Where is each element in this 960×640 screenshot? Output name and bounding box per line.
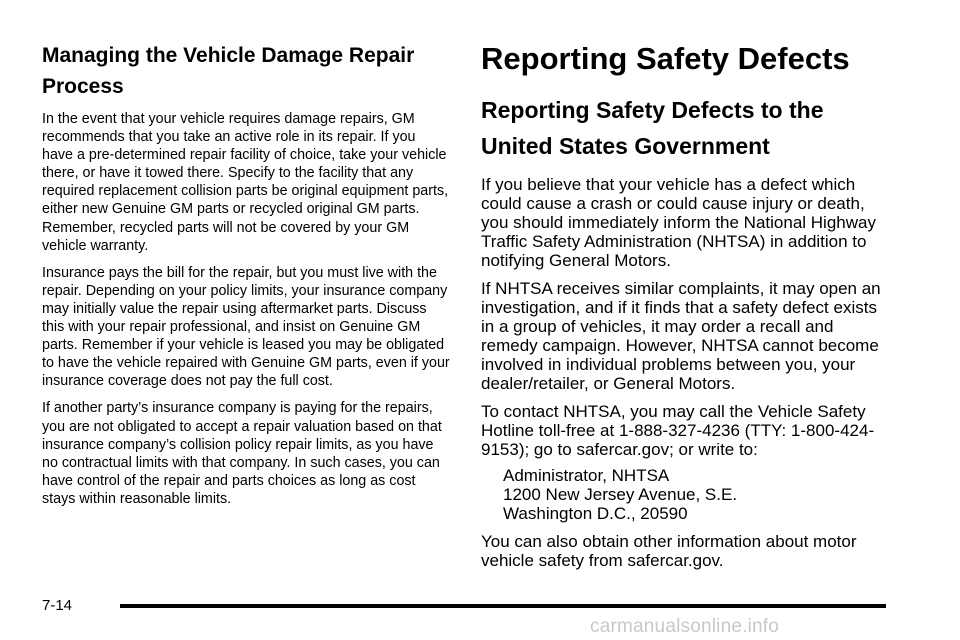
paragraph-safety-closing: You can also obtain other information about motor vehicle safety from safercar.gov. — [481, 532, 857, 570]
footer-divider — [120, 604, 886, 608]
page-number: 7-14 — [42, 597, 73, 614]
paragraph-damage-repair-1: In the event that your vehicle requires damage repairs, GM recommends that you take an active role in its repair. If you have a pre-determined repair facility of choice, take your vehicle there, or have it towed there. Specify to the facility that any required replacement collision parts be original equipment parts, either new Genuine GM parts or recycled original GM parts. Remember, recycled parts will not be covered by your GM vehicle warranty. — [42, 111, 449, 254]
paragraph-damage-repair-2: Insurance pays the bill for the repair, but you must live with the repair. Depending on your policy limits, your insurance company may initially value the repair using aftermarket parts. Discuss this with your repair professional, and insist on Genuine GM parts. Remember if your vehicle is leased you may be obligated to have the vehicle repaired with Genuine GM parts, even if your insurance coverage does not pay the full cost. — [42, 264, 450, 390]
page-title: Reporting Safety Defects — [481, 41, 850, 76]
address-line: Administrator, NHTSA — [503, 466, 670, 485]
right-column — [481, 40, 886, 570]
paragraph-safety-1: If you believe that your vehicle has a defect which could cause a crash or could cause injury or death, you should immediately inform the National Highway Traffic Safety Administration (NHTSA) in addition to notifying General Motors. — [481, 175, 876, 270]
nhtsa-address — [481, 466, 886, 523]
section-heading-safety-defects: Reporting Safety Defects to the United States Government — [481, 97, 824, 159]
left-column — [42, 40, 450, 508]
paragraph-damage-repair-3: If another party’s insurance company is paying for the repairs, you are not obligated to accept a repair valuation based on that insurance company’s collision policy repair limits, as you have no contractual limits with that company. In such cases, you can have control of the repair and parts choices as long as cost stays within reasonable limits. — [42, 400, 442, 507]
watermark: carmanualsonline.info — [590, 616, 780, 637]
paragraph-safety-3: To contact NHTSA, you may call the Vehicle Safety Hotline toll-free at 1-888-327-4236 (TTY: 1-800-424-9153); go to safercar.gov; or write to: — [481, 402, 875, 459]
paragraph-safety-2: If NHTSA receives similar complaints, it may open an investigation, and if it finds that a safety defect exists in a group of vehicles, it may order a recall and remedy campaign. However, NHTSA cannot become involved in individual problems between you, your dealer/retailer, or General Motors. — [481, 279, 881, 393]
address-line: Washington D.C., 20590 — [503, 504, 688, 523]
address-line: 1200 New Jersey Avenue, S.E. — [503, 485, 738, 504]
section-heading-damage-repair: Managing the Vehicle Damage Repair Process — [42, 44, 415, 98]
